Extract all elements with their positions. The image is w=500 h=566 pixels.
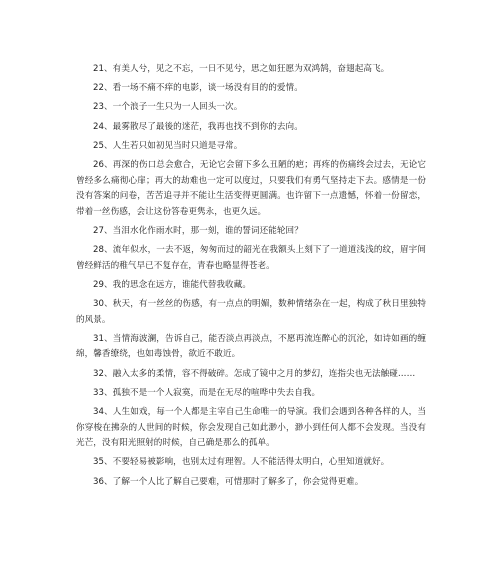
list-item: 29、我的思念在远方，谁能代替我收藏。	[93, 279, 251, 290]
list-item: 24、最雾散尽了最後的迷茫，我再也找不到你的去向。	[93, 121, 303, 132]
list-item: 33、孤独不是一个人寂寞，而是在无尽的喧哗中失去自我。	[93, 387, 321, 398]
list-item: 30、秋天，有一丝丝的伤感，有一点点的明媚，数种情绪杂在一起，构成了秋日里独特的风景。	[76, 299, 426, 325]
list-item: 31、当情海波澜，告诉自己，能否淡点再淡点，不愿再流连醉心的沉沦，如诗如画的缠绵，馨香缭绕，也如毒蚀骨，欲近不敢近。	[76, 333, 426, 360]
list-item: 21、有美人兮，见之不忘，一日不见兮，思之如狂愿为双鸿鹄，奋翅起高飞。	[93, 64, 390, 74]
list-item: 36、了解一个人比了解自己要难，可惜那时了解多了，你会觉得更难。	[93, 476, 364, 487]
list-item: 25、人生若只如初见当时只道是寻常。	[93, 140, 243, 151]
list-item: 34、人生如戏，每一个人都是主宰自己生命唯一的导演。我们会遇到各种各样的人，当你穿梭在拂杂的人世间的时候，你会发现自己如此渺小，渺小到任何人都不会发现。当没有光芒，没有阳光照射的时候，自己确是那么的孤单。	[76, 407, 426, 449]
list-item: 28、流年似水，一去不返，匆匆而过的韶光在我额头上刻下了一道道浅浅的纹，眉宇间曾经鲜活的稚气早已不复存在，青春也略显得苍老。	[76, 245, 426, 271]
list-item: 32、融入太多的柔情，容不得破碎。怎成了镜中之月的梦幻，连指尖也无法触碰……	[93, 368, 416, 379]
list-item: 22、看一场不痛不痒的电影，谈一场没有目的的爱情。	[93, 83, 303, 94]
list-item: 35、不要轻易被影响，也别太过有理智。人不能活得太明白，心里知道就好。	[93, 457, 390, 468]
list-item: 26、再深的伤口总会愈合，无论它会留下多么丑陋的疤；再疼的伤痛终会过去，无论它曾经多么痛彻心扉；再大的劫难也一定可以度过，只要我们有勇气坚持走下去。感情是一份没有答案的问卷，苦苦追寻并不能让生活变得更圆满。也许留下一点遗憾，怀着一份留恋，带着一丝伤感，会让这份答卷更隽永，也更久远。	[76, 159, 426, 217]
list-item: 27、当泪水化作雨水时，那一刻，谁的誓词还能轮回？	[93, 225, 303, 236]
list-item: 23、一个浪子一生只为一人回头一次。	[93, 102, 243, 113]
